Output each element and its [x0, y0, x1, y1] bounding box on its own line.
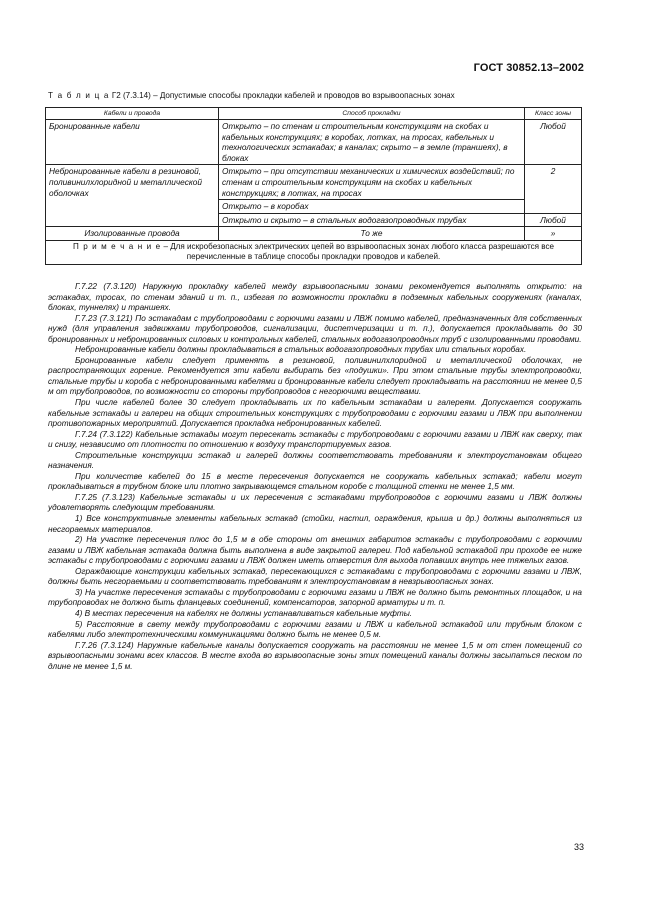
table-row — [46, 165, 582, 200]
cell-cable: Небронированные кабели в резиновой, поливинилхлоридной и металлической оболочках — [46, 165, 219, 227]
cell-cable: Изолированные провода — [46, 227, 219, 241]
cell-method: Открыто – при отсутствии механических и химических воздействий; по стенам и строительным конструкциям на скобах и кабельных конструкциях; в лотках, на тросах — [219, 165, 525, 200]
table-note-label: П р и м е ч а н и е — [72, 241, 162, 251]
paragraph: Г.7.22 (7.3.120) Наружную прокладку кабелей между взрывоопасными зонами рекомендуется выполнять открыто: на эстакадах, тросах, по стенам зданий и т. п., избегая по возможности прокладки в подземных кабельных сооружениях (каналах, блоках, туннелях) и траншеях. — [48, 282, 582, 313]
cell-zone: Любой — [525, 120, 582, 165]
paragraph: При числе кабелей более 30 следует прокладывать их по кабельным эстакадам и галереям. Допускается сооружать кабельные эстакады и галереи на общих строительных конструкциях с трубопроводами с горючими газами и ЛВЖ при выполнении противопожарных мероприятий. Допускается прокладка небронированных кабелей. — [48, 398, 582, 429]
paragraph: Г.7.25 (7.3.123) Кабельные эстакады и их пересечения с эстакадами трубопроводов с горючими газами и ЛВЖ должны удовлетворять следующим требованиям. — [48, 492, 582, 513]
paragraph: 4) В местах пересечения на кабелях не должны устанавливаться кабельные муфты. — [75, 608, 413, 618]
paragraph: Г.7.24 (7.3.122) Кабельные эстакады могут пересекать эстакады с трубопроводами с горючими газами и ЛВЖ как сверху, так и снизу, независимо от плотности по отношению к воздуху транспортируемых газов. — [48, 429, 582, 450]
table-header-row — [46, 108, 582, 120]
column-header-cables: Кабели и провода — [46, 108, 219, 120]
table-caption-label: Т а б л и ц а — [48, 91, 110, 100]
cell-zone: 2 — [525, 165, 582, 213]
cell-method: То же — [219, 227, 525, 241]
paragraph: При количестве кабелей до 15 в месте пересечения допускается не сооружать кабельных эстакад; кабели могут прокладываться в трубном блоке или плотно закрывающемся стальном коробе с толщиной стенки не менее 1,5 мм. — [48, 471, 582, 492]
paragraph: 1) Все конструктивные элементы кабельных эстакад (стойки, настил, ограждения, крыша и др.) должны выполняться из несгораемых материалов. — [48, 514, 582, 534]
cell-method: Открыто и скрыто – в стальных водогазопроводных трубах — [219, 213, 525, 227]
table-note — [46, 240, 582, 264]
cell-cable: Бронированные кабели — [46, 120, 219, 165]
cell-zone: » — [525, 227, 582, 241]
column-header-zone: Класс зоны — [525, 108, 582, 120]
cell-method: Открыто – в коробах — [219, 200, 525, 214]
body-text — [48, 282, 582, 672]
paragraph: Ограждающие конструкции кабельных эстакад, пересекающихся с эстакадами с трубопроводами с горючими газами и ЛВЖ, должны быть несгораемыми и соответствовать требованиям к электроустановкам в невзрывоопасных зонах. — [48, 566, 582, 587]
paragraph: 5) Расстояние в свету между трубопроводами с горючими газами и ЛВЖ и кабельной эстакадой или трубным блоком с кабелями либо электротехническими коммуникациями должно быть не менее 0,5 м. — [48, 619, 582, 640]
paragraph: Небронированные кабели должны прокладываться в стальных водогазопроводных трубах или стальных коробах. — [75, 345, 527, 355]
document-code: ГОСТ 30852.13–2002 — [473, 62, 584, 74]
table-row — [46, 227, 582, 241]
table-note-row — [46, 240, 582, 264]
paragraph: Бронированные кабели следует применять в резиновой, поливинилхлоридной и металлической оболочках, не распространяющих горение. Рекомендуется эти кабели выбирать без «подушки». При этом стальные трубы электропроводки, стальные трубы и короба с небронированными кабелями и бронированные кабели следует прокладывать на расстоянии не менее 0,5 м от трубопроводов, по возможности со стороны трубопроводов с негорючими веществами. — [48, 355, 582, 397]
paragraph: 3) На участке пересечения эстакады с трубопроводами с горючими газами и ЛВЖ не должно быть ремонтных площадок, и на трубопроводах не должно быть фланцевых соединений, компенсаторов, запорной арматуры и т. п. — [48, 587, 582, 608]
page-number: 33 — [573, 842, 584, 852]
paragraph: Г.7.26 (7.3.124) Наружные кабельные каналы допускается сооружать на расстоянии не менее 1,5 м от стен помещений со взрывоопасными зонами всех классов. В месте входа во взрывоопасные зоны этих помещений каналы должны засыпаться песком по длине не менее 1,5 м. — [48, 640, 582, 671]
table-caption — [48, 91, 455, 100]
paragraph: Строительные конструкции эстакад и галерей должны соответствовать требованиям к электроустановкам общего назначения. — [48, 450, 582, 471]
column-header-method: Способ прокладки — [219, 108, 525, 120]
cell-zone: Любой — [525, 213, 582, 227]
table-caption-text: Г2 (7.3.14) – Допустимые способы прокладки кабелей и проводов во взрывоопасных зонах — [111, 91, 455, 100]
paragraph: 2) На участке пересечения плюс до 1,5 м в обе стороны от внешних габаритов эстакады с трубопроводами с горючими газами и ЛВЖ кабельная эстакада должна быть выполнена в виде закрытой галереи. Под кабельной эстакадой при проходе ее ниже эстакады с трубопроводами с горючими газами и ЛВЖ должен иметь отверстия для выхода попавших внутрь нее тяжелых газов. — [48, 535, 582, 566]
table-row — [46, 120, 582, 165]
cell-method: Открыто – по стенам и строительным конструкциям на скобах и кабельных конструкциях; в коробах, лотках, на тросах, кабельных и технологических эстакадах; в каналах; скрыто – в земле (траншеях), в блоках — [219, 120, 525, 165]
paragraph: Г.7.23 (7.3.121) По эстакадам с трубопроводами с горючими газами и ЛВЖ помимо кабелей, предназначенных для собственных нужд (для управления задвижками трубопроводов, сигнализации, диспетчеризации и т. п.), допускается прокладывать до 30 бронированных и небронированных силовых и контрольных кабелей, стальных водогазопроводных труб с изолированными проводами. — [48, 313, 582, 344]
cable-methods-table — [45, 107, 582, 265]
table-note-text: – Для искробезопасных электрических цепей во взрывоопасных зонах любого класса разрешаются все перечисленные в таблице способы прокладки проводов и кабелей. — [161, 241, 555, 262]
